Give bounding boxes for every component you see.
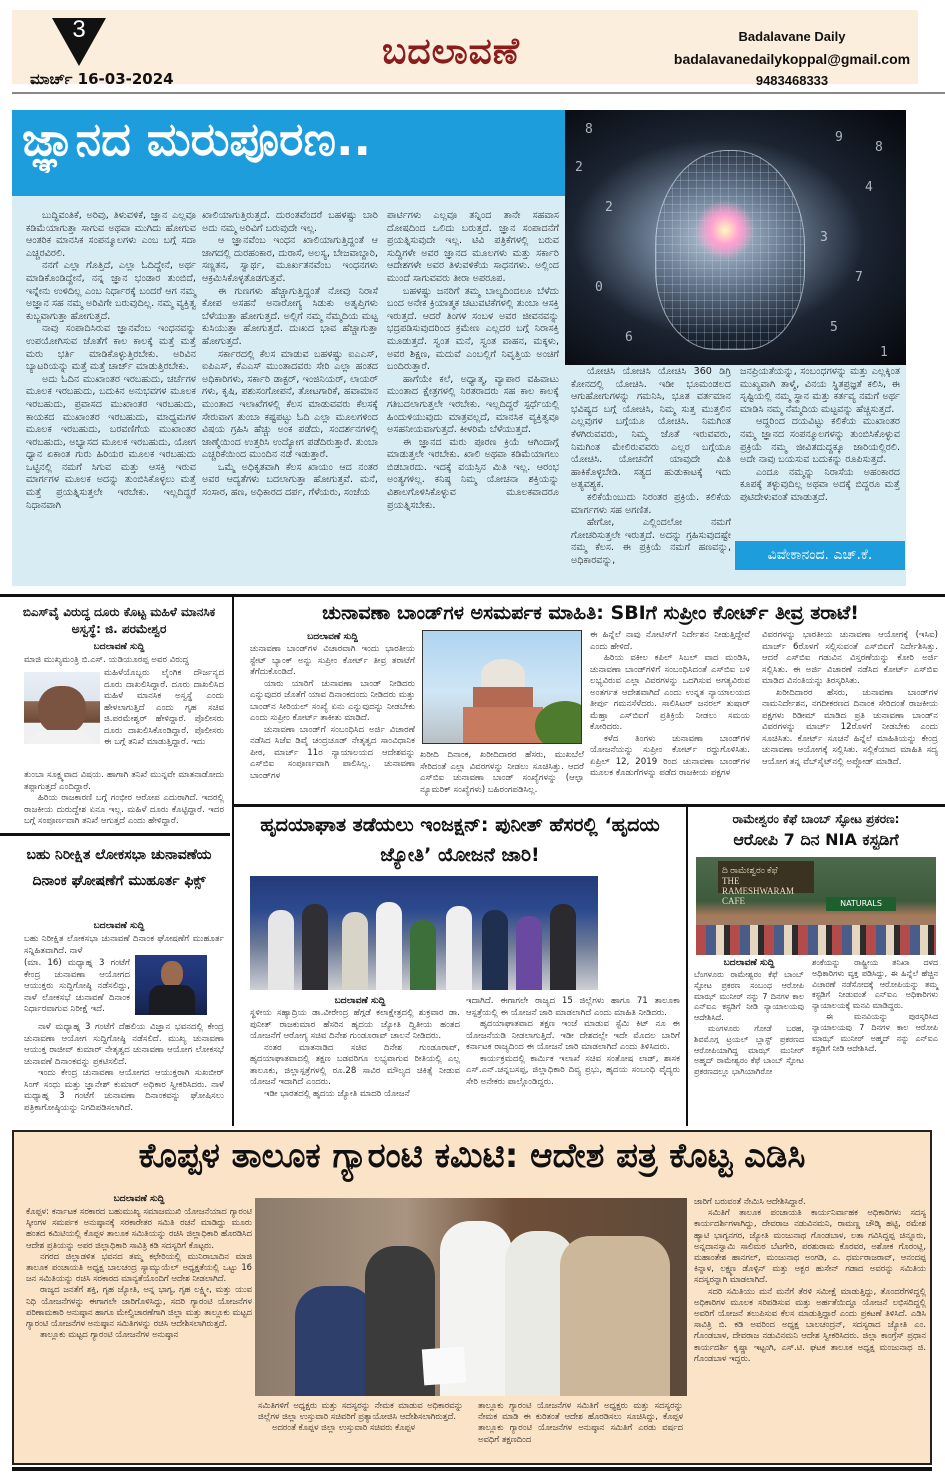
paragraph: ಕಳೆದ ತಿಂಗಳು ಚುನಾವಣಾ ಬಾಂಡ್‌ಗಳ ಯೋಜನೆಯನ್ನು ಸುಪ್ರೀಂ ಕೋರ್ಟ್ ರದ್ದುಗೊಳಿಸಿತು. ಏಪ್ರಿಲ್ 12, 2019 ರಿಂದ ಚುನಾವಣಾ ಬಾಂಡ್‌ಗಳ ಮೂಲಕ ಕೊಡುಗೆಗಳನ್ನು ಪಡೆದ ರಾಜಕೀಯ ಪಕ್ಷಗಳ: [590, 733, 750, 778]
person-figure: [446, 906, 472, 990]
image-digit: 8: [585, 122, 593, 137]
portrait-face: [161, 961, 183, 987]
crowd-graphic: [696, 925, 936, 955]
cafe-signboard: [718, 861, 814, 906]
person-figure: [268, 910, 294, 990]
newspaper-logo: ಬದಲಾವಣೆ: [382, 30, 520, 72]
parameshwara-lead-line: ಮಾಜಿ ಮುಖ್ಯಮಂತ್ರಿ ಬಿ.ಎಸ್. ಯಡಿಯೂರಪ್ಪ ಅವರ ವಿರುದ್ಧ: [24, 655, 189, 665]
court-drum: [473, 687, 533, 707]
election-side-text: (ಮಾ. 16) ಮಧ್ಯಾಹ್ನ 3 ಗಂಟೆಗೆ ಕೇಂದ್ರ ಚುನಾವಣಾ ಆಯೋಗದ ಆಯುಕ್ತರು ಸುದ್ದಿಗೋಷ್ಠಿ ನಡೆಸಲಿದ್ದು, ನಾಳೆ ಲೋಕಸಭೆ ಚುನಾವಣೆ ದಿನಾಂಕ ನಿರ್ಧಾರವಾಗುವ ನಿರೀಕ್ಷೆ ಇದೆ.: [24, 958, 130, 1014]
paragraph: ಶಂಕೆಯನ್ನು ರಾಷ್ಟ್ರೀಯ ತನಿಖಾ ದಳದ ಅಧಿಕಾರಿಗಳು ವ್ಯಕ್ತ ಪಡಿಸಿದ್ದು, ಈ ಹಿನ್ನೆಲೆ ಹೆಚ್ಚಿನ ವಿಚಾರಣೆ ನಡೆಸೋದಕ್ಕೆ ಆರೋಪಿಯನ್ನು ತಮ್ಮ ಕಸ್ಟಡಿಗೆ ನೀಡುವಂತೆ ಎನ್‌ಐಎ ಅಧಿಕಾರಿಗಳು ನ್ಯಾಯಾಲಯಕ್ಕೆ ಮನವಿ ಮಾಡಿದ್ದರು.: [812, 958, 938, 1011]
paragraph: ಜನಪ್ರಿಯತೆಯನ್ನು, ಸಂಬಂಧಗಳನ್ನು ಮತ್ತು ಎಲ್ಲಕ್ಕಿಂತ ಮುಖ್ಯವಾಗಿ ತಾಳ್ಮೆ, ವಿನಯ ಸ್ಥಿತಪ್ರಜ್ಞತೆ ಕಲಿಸಿ, ಈ ಸೃಷ್ಟಿಯಲ್ಲಿ ನಮ್ಮ ಸ್ಥಾನ ಮತ್ತು ಕರ್ತವ್ಯ ನಮಗೆ ಅರ್ಥ ಮಾಡಿಸಿ ನಮ್ಮ ನೆಮ್ಮದಿಯ ಮಟ್ಟವನ್ನು ಹೆಚ್ಚಿಸುತ್ತದೆ.: [740, 366, 900, 415]
portrait-face: [38, 686, 86, 734]
paragraph: ಹೇಗೋ, ಎಲ್ಲಿಂದಲೋ ನಮಗೆ ಗೋಚರಿಸುತ್ತಲೇ ಇರುತ್ತದೆ. ಅದನ್ನು ಗ್ರಹಿಸುವುದಷ್ಟೇ ನಮ್ಮ ಕೆಲಸ. ಈ ಪ್ರಕ್ರಿಯೆ ನಮಗೆ ಹಣವನ್ನು, ಅಧಿಕಾರವನ್ನು,: [571, 517, 731, 566]
heart-column-2: [466, 996, 680, 1088]
person-figure: [560, 1236, 670, 1396]
bonds-column-3: [590, 630, 750, 780]
paragraph: ಹಿರಿಯ ವಕೀಲ ಕಪಿಲ್ ಸಿಬಲ್ ವಾದ ಮಂಡಿಸಿ, ಚುನಾವಣಾ ಬಾಂಡ್‌ಗಳಿಗೆ ಸಂಬಂಧಿಸಿದಂತೆ ಎಸ್‌ಬಿಐ ಬಳಿ ಲಭ್ಯವಿರುವ ಎಲ್ಲಾ ವಿವರಗಳನ್ನು ಒದಗಿಸುವ ಅಗತ್ಯವಿರುವ ಅಂತರ್ಗತ ಆದೇಶವಾಗಿದೆ ಎಂದು ಉನ್ನತ ನ್ಯಾಯಾಲಯದ ತೀರ್ಪು ಗಮನಸೆಳೆದರು. ಸಾಲಿಸಿಟರ್ ಜನರಲ್ ತುಷಾರ್ ಮೆಹ್ತಾ ಎಸ್‌ಬಿಐಗೆ ಪ್ರತಿಕ್ರಿಯೆ ನೀಡಲು ಸಮಯ ಕೋರಿದರು.: [590, 653, 750, 732]
bonds-column-4: [762, 630, 938, 768]
paragraph: ಆದ್ದರಿಂದ ದಯವಿಟ್ಟು ಕಲಿಕೆಯ ಮುಖಾಂತರ ನಮ್ಮ ಜ್ಞಾನದ ಸಂಪನ್ಮೂಲಗಳನ್ನು ತುಂಬಿಸಿಕೊಳ್ಳುವ ಪ್ರಕ್ರಿಯೆ ನಮ್ಮ ಜೀವಿತದುದ್ದಕ್ಕೂ ಜಾರಿಯಲ್ಲಿರಲಿ. ಅದೇ ನಾವು ಬಯಸುವ ಬದುಕನ್ನು ರೂಪಿಸುತ್ತದೆ.: [740, 416, 900, 466]
cafe-headline-line2: ಆರೋಪಿ 7 ದಿನ NIA ಕಸ್ಟಡಿಗೆ: [733, 830, 899, 849]
court-photo-caption: ಖರೀದಿ ದಿನಾಂಕ, ಖರೀದಿದಾರರ ಹೆಸರು, ಮುಖಬೆಲೆ ಸೇರಿದಂತೆ ಎಲ್ಲಾ ವಿವರಗಳನ್ನು ನೀಡಲು ಸೂಚಿಸಿತ್ತು. ಆದರೆ ಎಸ್‌ಬಿಐ ಚುನಾವಣಾ ಬಾಂಡ್ ಸಂಖ್ಯೆಗಳನ್ನು (ಆಲ್ಫಾ ನ್ಯೂಮರಿಕ್ ಸಂಖ್ಯೆಗಳು) ಬಹಿರಂಗಪಡಿಸಿಲ್ಲ.: [420, 750, 584, 795]
paragraph: ನಾವು ಸಂಪಾದಿಸಿರುವ ಜ್ಞಾನವೆಂಬ ಇಂಧನವನ್ನು ಉಪಯೋಗಿಸುವ ಜೊತೆಗೆ ಕಾಲ ಕಾಲಕ್ಕೆ ಮತ್ತೆ ಮತ್ತೆ ಮರು ಭರ್ತಿ ಮಾಡಿಕೊಳ್ಳುತ್ತಿರಬೇಕು. ಅರಿವಿನ ಬ್ಯಾಟರಿಯನ್ನು ಮತ್ತೆ ಮತ್ತೆ ಚಾರ್ಜ್ ಮಾಡುತ್ತಿರಬೇಕು.: [26, 323, 196, 373]
person-figure: [550, 904, 576, 990]
koppal-headline: ಕೊಪ್ಪಳ ತಾಲೂಕ ಗ್ಯಾರಂಟಿ ಕಮಿಟಿ: ಆದೇಶ ಪತ್ರ ಕೊಟ್ಟ ಎಡಿಸಿ: [138, 1136, 806, 1176]
person-figure: [516, 916, 542, 990]
paragraph: ತಾಲ್ಲೂಕು ಮಟ್ಟದ ಗ್ಯಾರಂಟಿ ಯೋಜನೆಗಳ ಅನುಷ್ಠಾನ: [40, 1329, 179, 1340]
lead-story-column-3: [387, 210, 559, 512]
koppal-caption-1: [258, 1400, 463, 1434]
cafe-sign-english: THE RAMESHWARAM CAFE: [722, 876, 795, 906]
paragraph: ಹಾಗೆಯೇ ಕಲೆ, ಅಧ್ಯಾತ್ಮ, ವ್ಯಾಪಾರ ವಹಿವಾಟು ಮುಂತಾದ ಕ್ಷೇತ್ರಗಳಲ್ಲಿ ನಿರತರಾದರು ಸಹ ಕಾಲ ಕಾಲಕ್ಕೆ ಗತಿಬದಲಾಗುತ್ತಲೇ ಇರಬೇಕು. ಇಲ್ಲದಿದ್ದರೆ ಸ್ಪರ್ಧೆಯಲ್ಲಿ ಹಿಂದುಳಿಯುವುದು ಮಾತ್ರವಲ್ಲದೆ, ಮಾನಸಿಕ ವ್ಯಕ್ತಿತ್ವವೂ ಅಸಹನೀಯವಾಗುತ್ತದೆ. ಕೀಳರಿಮೆ ಬೆಳೆಯುತ್ತದೆ.: [387, 373, 559, 436]
paragraph: ಸದರಿ ಸಮಿತಿಯು ಮನೆ ಮನೆಗೆ ತೆರಳಿ ಸಮೀಕ್ಷೆ ಮಾಡುತ್ತಿದ್ದು, ತೊಂದರೆಗಳಿದ್ದಲ್ಲಿ ಅಧಿಕಾರಿಗಳ ಮೂಲಕ ಸರಿಪಡಿಸುವ ಮತ್ತು ಅರ್ಹತೆಯಿದ್ದೂ ಯೋಜನೆ ಲಭಿಸದಿದ್ದಲ್ಲಿ ಅವರಿಗೆ ಯೋಜನೆ ತಲುಪಿಸುವ ಕೆಲಸ ಮಾಡುತ್ತಿದ್ದಾರೆ ಎಂದು ಪ್ರಕಟಣೆ ತಿಳಿಸಿದೆ. ಎಡಿಸಿ ಸಾವಿತ್ರಿ ಬಿ. ಕಡಿ ಅವರಿಂದ ಅಧ್ಯಕ್ಷ ಬಾಲಚಂದ್ರನ್, ಸದಸ್ಯರಾದ ಜ್ಯೋತಿ ಎಂ. ಗೊಂಡಬಾಳ, ದೇವರಾಜ ನಡುವಿನಮನಿ ಆದೇಶ ಸ್ವೀಕರಿಸಿದರು. ಜಿಲ್ಲಾ ಕಾಂಗ್ರೆಸ್ ಪ್ರಧಾನ ಕಾರ್ಯದರ್ಶಿ ಕೃಷ್ಣಾ ಇಟ್ಟಂಗಿ, ಎಸ್.ಟಿ. ಘಟಕ ತಾಲೂಕ ಅಧ್ಯಕ್ಷ ಮಂಜುನಾಥ ಜಿ. ಗೊಂಡಬಾಳ ಇದ್ದರು.: [694, 1285, 926, 1363]
paragraph: ರಾಜ್ಯದ ಜನತೆಗೆ ಶಕ್ತಿ, ಗೃಹ ಜ್ಯೋತಿ, ಅನ್ನ ಭಾಗ್ಯ, ಗೃಹ ಲಕ್ಷ್ಮೀ, ಮತ್ತು ಯುವ ನಿಧಿ ಯೋಜನೆಗಳನ್ನು ಈಗಾಗಲೇ ಜಾರಿಗೊಳಿಸಿದ್ದು, ಸದರಿ ಗ್ಯಾರಂಟಿ ಯೋಜನೆಗಳ ಪರಿಣಾಮಕಾರಿ ಅನುಷ್ಠಾನ ಹಾಗೂ ಮೇಲ್ವಿಚಾರಣೆಗಾಗಿ ಜಿಲ್ಲಾ ಮತ್ತು ತಾಲ್ಲೂಕು ಮಟ್ಟದ ಗ್ಯಾರಂಟಿ ಯೋಜನೆಗಳ ಅನುಷ್ಠಾನ ಸಮಿತಿಗಳನ್ನು ರಚಿಸಿ ಆದೇಶಿಸಲಾಗಿರುತ್ತದೆ.: [26, 1284, 252, 1329]
parameshwara-photo: [24, 672, 100, 744]
paragraph: ಇಡೀ ಭಾರತದಲ್ಲಿ ಹೃದಯ ಜ್ಯೋತಿ ಮಾದರಿ ಯೋಜನೆ: [264, 1088, 410, 1099]
person-figure: [376, 902, 402, 990]
paragraph: ಅದು ಓದಿನ ಮುಖಾಂತರ ಇರಬಹುದು, ಚರ್ಚೆಗಳ ಮೂಲಕ ಇರಬಹುದು, ಬದುಕಿನ ಅನುಭವಗಳ ಮೂಲಕ ಇರಬಹುದು, ಪ್ರವಾಸದ ಮುಖಾಂತರ ಇರಬಹುದು, ಕಾಯಕದ ಮುಖಾಂತರ ಇರಬಹುದು, ಮಾಧ್ಯಮಗಳ ಮೂಲಕ ಇರಬಹುದು, ಬರವಣಿಗೆಯ ಮುಖಾಂತರ ಇರಬಹುದು, ಅಭ್ಯಾಸದ ಮೂಲಕ ಇರಬಹುದು, ಯೋಗ ಧ್ಯಾನ ಏಕಾಂತ ಗುರು ಹಿರಿಯರ ಮೂಲಕ ಇರಬಹುದು ಒಟ್ಟಿನಲ್ಲಿ ನಮಗೆ ಸಿಗುವ ಮತ್ತು ಆಸಕ್ತಿ ಇರುವ ಮಾರ್ಗಗಳ ಮೂಲಕ ಅದನ್ನು ತುಂಬಿಸಿಕೊಳ್ಳಲು ಮತ್ತೆ ಮತ್ತೆ ಪ್ರಯತ್ನಿಸುತ್ತಲೇ ಇರಬೇಕು. ಇಲ್ಲದಿದ್ದರೆ ನಿಧಾನವಾಗಿ: [26, 373, 196, 511]
column-divider: [232, 596, 234, 1126]
paragraph: ಆ ಜ್ಞಾನವೆಂಬ ಇಂಧನ ಖಾಲಿಯಾಗುತ್ತಿದ್ದಂತೆ ಆ ಜಾಗದಲ್ಲಿ ದುರಹಂಕಾರ, ದುರಾಸೆ, ಅಲಸ್ಯ, ಬೇಜವಾಬ್ದಾರಿ, ಸಣ್ಣತನ, ಸ್ವಾರ್ಥ, ಮೂರ್ಖತನವೆಂಬ ಇಂಧನಗಳು ಆಕ್ರಮಿಸಿಕೊಳ್ಳತೊಡಗುತ್ತವೆ.: [202, 235, 378, 284]
rameshwaram-cafe-photo: [696, 857, 936, 955]
election-lead-line: ಬಹು ನಿರೀಕ್ಷಿತ ಲೋಕಸಭಾ ಚುನಾವಣೆ ದಿನಾಂಕ ಘೋಷಣೆಗೆ ಮುಹೂರ್ತ ಸನ್ನಿಹಿತವಾಗಿದೆ. ನಾಳೆ: [24, 934, 224, 956]
paragraph: ವಿವರಗಳನ್ನು ಭಾರತೀಯ ಚುನಾವಣಾ ಆಯೋಗಕ್ಕೆ (ಇಸಿಐ) ಮಾರ್ಚ್ 6ರೊಳಗೆ ಸಲ್ಲಿಸುವಂತೆ ಎಸ್‌ಬಿಐಗೆ ನಿರ್ದೇಶಿಸಿತ್ತು. ಆದರೆ ಎಸ್‌ಬಿಐ ಗಡುವಿನ ವಿಸ್ತರಣೆಯನ್ನು ಕೋರಿ ಅರ್ಜಿ ಸಲ್ಲಿಸಿತು. ಈ ಅರ್ಜಿ ವಿಚಾರಣೆ ನಡೆಸಿದ ಕೋರ್ಟ್ ಎಸ್‌ಬಿಐ ಮಾಡಿದ ವಿನಂತಿಯನ್ನು ತಿರಸ್ಕರಿಸಿತು.: [762, 630, 938, 686]
lead-story-column-4: [571, 366, 731, 568]
paragraph: ಇಂದು ಕೇಂದ್ರ ಚುನಾವಣಾ ಆಯೋಗದ ಆಯುಕ್ತರಾಗಿ ಸುಖಬೀರ್ ಸಿಂಗ್ ಸಂಧು ಮತ್ತು ಜ್ಞಾನೇಶ್ ಕುಮಾರ್ ಅಧಿಕಾರ ಸ್ವೀಕರಿಸಿದರು. ನಾಳೆ ಮಧ್ಯಾಹ್ನ 3 ಗಂಟೆಗೆ ಚುನಾವಣಾ ದಿನಾಂಕವನ್ನು ಘೋಷಿಸಲು ಪತ್ರಿಕಾಗೋಷ್ಠಿಯನ್ನು ನಿಗದಿಪಡಿಸಲಾಗಿದೆ.: [24, 1068, 224, 1113]
paragraph: ಬೆಂಗಳೂರು ರಾಮೇಶ್ವರಂ ಕೆಫೆ ಬಾಂಬ್ ಸ್ಫೋಟ ಪ್ರಕರಣ ಸಂಬಂಧ ಆರೋಪಿ ಮಾಝ್ ಮುನೀರ್ ನನ್ನು 7 ದಿನಗಳ ಕಾಲ ಎನ್‌ಐಎ ಕಸ್ಟಡಿಗೆ ನೀಡಿ ನ್ಯಾಯಾಲಯವು ಆದೇಶಿಸಿದೆ.: [694, 970, 804, 1023]
paragraph: ಕೊಪ್ಪಳ: ಕರ್ನಾಟಕ ಸರಕಾರದ ಬಹುಮುಖ್ಯ ಸಮಾಜಮುಖಿ ಯೋಜನೆಯಾದ ಗ್ಯಾರಂಟಿ ಸ್ಕೀಂಗಳ ಸಮರ್ಪಕ ಅನುಷ್ಠಾನಕ್ಕೆ ಸರಕಾರೇತರ ಸಮಿತಿ ರಚನೆ ಮಾಡಿದ್ದು ಮೂರು ಹಂತದ ಕಮಿಟಿಯಲ್ಲಿ ಕೊಪ್ಪಳ ತಾಲೂಕ ಸಮಿತಿಯನ್ನು ರಚಿಸಿ ಜಿಲ್ಲಾಧಿಕಾರಿ ಹೊರಡಿಸಿದ ಆದೇಶ ಪ್ರತಿಯನ್ನು ಅಪರ ಜಿಲ್ಲಾಧಿಕಾರಿ ಸಾವಿತ್ರಿ ಕಡಿ ಸದಸ್ಯರಿಗೆ ಕೊಟ್ಟರು.: [26, 1206, 252, 1250]
contact-email[interactable]: badalavanedailykoppal@gmail.com: [673, 51, 911, 67]
paragraph: ಈ ಹಿನ್ನೆಲೆ ನಾವು ನೋಟಿಸ್‌ಗೆ ನಿರ್ದೇಶನ ನೀಡುತ್ತಿದ್ದೇವೆ ಎಂದು ಹೇಳಿದೆ.: [590, 630, 750, 652]
paragraph: ನಾಳೆ ಮಧ್ಯಾಹ್ನ 3 ಗಂಟೆಗೆ ದೆಹಲಿಯ ವಿಜ್ಞಾನ ಭವನದಲ್ಲಿ ಕೇಂದ್ರ ಚುನಾವಣಾ ಆಯೋಗ ಸುದ್ದಿಗೋಷ್ಠಿ ನಡೆಸಲಿದೆ. ಮುಖ್ಯ ಚುನಾವಣಾ ಆಯುಕ್ತ ರಾಜೀವ್ ಕುಮಾರ್ ನೇತೃತ್ವದ ಚುನಾವಣಾ ಆಯೋಗ ಲೋಕಸಭೆ ಚುನಾವಣೆ ದಿನಾಂಕವನ್ನು ಪ್ರಕಟಿಸಲಿದೆ.: [24, 1022, 224, 1067]
koppal-column-1: [26, 1206, 252, 1340]
court-building: [463, 707, 543, 744]
brain-network-image: [565, 110, 906, 365]
paragraph: ನಂತರ ಮಾತನಾಡಿದ ಸಚಿವ ದಿನೇಶ ಗುಂಡೂರಾವ್, ಹೃದಯಾಘಾತವಾದಲ್ಲಿ ತಕ್ಷಣ ಬಡವರಿಗೂ ಲಭ್ಯವಾಗುವ ರೀತಿಯಲ್ಲಿ ಎಲ್ಲ ತಾಲೂಕು, ಜಿಲ್ಲಾಸ್ಪತ್ರೆಗಳಲ್ಲಿ ರೂ.28 ಸಾವಿರ ಮೌಲ್ಯದ ಚಿಕಿತ್ಸೆ ನೀಡುವ ಯೋಜನೆ ಇದಾಗಿದೆ ಎಂದರು.: [250, 1042, 460, 1087]
news-credit: ಬದಲಾವಣೆ ಸುದ್ದಿ: [723, 958, 775, 968]
paragraph: ಈ ಜ್ಞಾನದ ಮರು ಪೂರಣ ಕ್ರಿಯೆ ಆಗಿಂದಾಗ್ಗೆ ಮಾಡುತ್ತಲೇ ಇರಬೇಕು. ಖಾಲಿ ಅಥವಾ ಕಡಿಮೆಯಾಗಲು ಬಿಡಬಾರದು. ಇದಕ್ಕೆ ವಯಸ್ಸಿನ ಮಿತಿ ಇಲ್ಲ. ಆರಂಭ ಅಂತ್ಯಗಳಿಲ್ಲ. ಕನಿಷ್ಠ ನಿಮ್ಮ ಯೋಚನಾ ಶಕ್ತಿಯನ್ನು ವಿಶಾಲಗೊಳಿಸಿಕೊಳ್ಳುವ ಮೂಲಕವಾದರೂ ಪ್ರಯತ್ನಿಸಬೇಕು.: [387, 436, 559, 511]
person-figure: [342, 912, 368, 990]
paragraph: ಬಹಳಷ್ಟು ಜನರಿಗೆ ತಮ್ಮ ಬಾಲ್ಯದಿಂದಲೂ ಬೆಳೆದು ಬಂದ ಅನೇಕ ಕ್ರಿಯಾತ್ಮಕ ಚಟುವಟಿಕೆಗಳಲ್ಲಿ ತುಂಬಾ ಆಸಕ್ತಿ ಇರುತ್ತದೆ. ಆದರೆ ತಿಂಗಳ ಸಂಬಳ ಅವರ ಜೀವನವನ್ನು ಭದ್ರಪಡಿಸುವುದರಿಂದ ಕ್ರಮೇಣ ಎಲ್ಲದರ ಬಗ್ಗೆ ನಿರಾಸಕ್ತಿ ಮೂಡುತ್ತದೆ. ಸ್ವಂತ ಮನೆ, ಸ್ವಂತ ವಾಹನ, ಮಕ್ಕಳು, ಅವರ ಶಿಕ್ಷಣ, ಮದುವೆ ಎಂಬಲ್ಲಿಗೆ ನಿವೃತ್ತಿಯ ಅಂಚಿಗೆ ಬಂದಿರುತ್ತಾರೆ.: [387, 285, 559, 373]
news-credit: ಬದಲಾವಣೆ ಸುದ್ದಿ: [113, 1194, 165, 1204]
section-divider: [0, 594, 945, 597]
naturals-signboard: NATURALS: [826, 897, 896, 911]
news-credit: ಬದಲಾವಣೆ ಸುದ್ದಿ: [93, 921, 145, 931]
lead-story-column-1: [26, 210, 196, 512]
paragraph: ಬುದ್ಧಿವಂತಿಕೆ, ಅರಿವು, ತಿಳುವಳಿಕೆ, ಜ್ಞಾನ ಎಲ್ಲವೂ ಕಡಿಮೆಯಾಗುತ್ತಾ ಸಾಗುವ ಅಥವಾ ಮುಗಿದು ಹೋಗುವ ಆಂತರಿಕ ಮಾನಸಿಕ ಸಂಪನ್ಮೂಲಗಳು ಎಂಬ ಬಗ್ಗೆ ಸದಾ ಎಚ್ಚರವಿರಲಿ.: [26, 210, 196, 259]
paragraph: ಪಾರ್ಟಿಗಳು ಎಲ್ಲವೂ ತನ್ನಿಂದ ತಾನೇ ಸಹವಾಸ ದೋಷದಿಂದ ಒಲಿದು ಬರುತ್ತದೆ. ಜ್ಞಾನ ಸಂಪಾದನೆಗೆ ಪ್ರಯತ್ನಿಸುವುದೇ ಇಲ್ಲ. ಟಿವಿ ಪತ್ರಿಕೆಗಳಲ್ಲಿ ಬರುವ ಸುದ್ದಿಗಳೇ ಅವರ ಜ್ಞಾನದ ಮೂಲಗಳು ಮತ್ತು ಸರ್ಕಾರಿ ಆದೇಶಗಳೇ ಅವರ ತಿಳುವಳಿಕೆಯ ಸಾಧನಗಳು. ಅಲ್ಲಿಂದ ಮುಂದೆ ಸಾಗುವವರು ತೀರಾ ಅಪರೂಪ.: [387, 210, 559, 284]
paragraph: ಚುನಾವಣಾ ಬಾಂಡ್‌ಗೆ ಸಂಬಂಧಿಸಿದ ಅರ್ಜಿ ವಿಚಾರಣೆ ನಡೆಸಿದ ಸಿಜೆಐ ಡಿವೈ ಚಂದ್ರಚೂಡ್ ನೇತೃತ್ವದ ಸಾಂವಿಧಾನಿಕ ಪೀಠ, ಮಾರ್ಚ್ 11ರ ನ್ಯಾಯಾಲಯದ ಆದೇಶವನ್ನು ಎಸ್‌ಬಿಐ ಸಂಪೂರ್ಣವಾಗಿ ಪಾಲಿಸಿಲ್ಲ. ಚುನಾವಣಾ ಬಾಂಡ್‌ಗಳ: [250, 724, 415, 781]
electoral-bonds-headline: ಚುನಾವಣಾ ಬಾಂಡ್‌ಗಳ ಅಸಮರ್ಪಕ ಮಾಹಿತಿ: SBIಗೆ ಸುಪ್ರೀಂ ಕೋರ್ಟ್ ತೀವ್ರ ತರಾಟೆ!: [322, 602, 859, 624]
paragraph: ಈ ಗುಣಗಳು ಹೆಚ್ಚಾಗುತ್ತಿದ್ದಂತೆ ನೋವು ನಿರಾಸೆ ಕೋಪ ಅಸಹನೆ ಅನಾರೋಗ್ಯ ಸಿಡುಕು ಅತೃಪ್ತಿಗಳು ಬೆಳೆಯುತ್ತಾ ಹೋಗುತ್ತದೆ. ಅಲ್ಲಿಗೆ ನಮ್ಮ ನೆಮ್ಮದಿಯ ಮಟ್ಟ ಕುಸಿಯುತ್ತಾ ಹೋಗುತ್ತದೆ. ದುಃಖದ ಭಾವ ಹೆಚ್ಚಾಗುತ್ತಾ ಹೋಗುತ್ತದೆ.: [202, 285, 378, 347]
court-dome: [481, 659, 525, 689]
parameshwara-body: [24, 770, 224, 828]
election-body: [24, 1022, 224, 1114]
bottom-rule: [12, 1467, 932, 1471]
news-credit: ಬದಲಾವಣೆ ಸುದ್ದಿ: [93, 642, 145, 652]
election-commissioner-photo: [135, 955, 207, 1015]
paragraph: ಸಮಿತಿಗಳಿಗೆ ಅಧ್ಯಕ್ಷರು ಮತ್ತು ಸದಸ್ಯರನ್ನು ನೇಮಕ ಮಾಡುವ ಅಧಿಕಾರವನ್ನು ಜಿಲ್ಲೆಗಳ ಜಿಲ್ಲಾ ಉಸ್ತುವಾರಿ ಸಚಿವರಿಗೆ ಪ್ರತ್ಯಾಯೋಜಿಸಿ ಆದೇಶಿಸಲಾಗಿರುತ್ತದೆ.: [258, 1400, 463, 1422]
image-digit: 2: [575, 160, 583, 175]
portrait-suit: [149, 985, 195, 1015]
paragraph: ಹೃದಯಾಘಾತವಾದ ತಕ್ಷಣ ಇಂಜೆ ಮಾಡುವ ಸ್ಟೆಮಿ ಕಿಟ್ ನೂ ಈ ಯೋಜನೆಯಡಿ ನೀಡಲಾಗುತ್ತಿದೆ. ಇಡೀ ದೇಶದಲ್ಲೇ ಇದೇ ಮೊದಲ ಬಾರಿಗೆ ಕರ್ನಾಟಕ ರಾಜ್ಯದಿಂದ ಈ ಯೋಜನೆ ಜಾರಿ ಮಾಡಲಾಗಿದೆ ಎಂದು ತಿಳಿಸಿದರು.: [466, 1019, 680, 1052]
paragraph: ನನಗೆ ಎಲ್ಲಾ ಗೊತ್ತಿದೆ, ಎಲ್ಲಾ ಓದಿದ್ದೇನೆ, ಅರ್ಥ ಮಾಡಿಕೊಂಡಿದ್ದೇನೆ, ನನ್ನ ಜ್ಞಾನ ಭಂಡಾರ ತುಂಬಿದೆ, ಇನ್ನೇನು ಉಳಿದಿಲ್ಲ ಎಂಬ ನಿರ್ಧಾರಕ್ಕೆ ಬಂದರೆ ಆಗ ನಮ್ಮ ಅಜ್ಞಾನ ಸಹ ನಮ್ಮ ಅರಿವಿಗೇ ಬರುವುದಿಲ್ಲ. ನಮ್ಮ ವ್ಯಕ್ತಿತ್ವ ಕುಬ್ಜವಾಗುತ್ತಾ ಹೋಗುತ್ತದೆ.: [26, 260, 196, 322]
koppal-caption-2: ತಾಲ್ಲೂಕು ಗ್ಯಾರಂಟಿ ಯೋಜನೆಗಳ ಸಮಿತಿಗೆ ಅಧ್ಯಕ್ಷರು ಮತ್ತು ಸದಸ್ಯರನ್ನು ನೇಮಕ ಮಾಡಿ ಈ ಕುರಿತಂತೆ ಆದೇಶ ಹೊರಡಿಸಲು ಸೂಚಿಸಿದ್ದು, ಕೊಪ್ಪಳ ತಾಲ್ಲೂಕು ಗ್ಯಾರಂಟಿ ಯೋಜನೆಗಳ ಅನುಷ್ಠಾನ ಸಮಿತಿಗೆ ಎರಡು ವರ್ಷದ ಅವಧಿಗೆ ತಕ್ಷಣದಿಂದ: [478, 1400, 683, 1444]
image-digit: 5: [830, 320, 838, 335]
lead-story-title: ಜ್ಞಾನದ ಮರುಪೂರಣ..: [22, 112, 371, 166]
paragraph: ಜಾರಿಗೆ ಬರುವಂತೆ ನೇಮಿಸಿ ಆದೇಶಿಸಿದ್ದಾರೆ.: [694, 1196, 806, 1206]
cafe-column-1: [694, 970, 804, 1078]
portrait-shirt: [28, 730, 96, 744]
paragraph: ಅದರಂತೆ ಕೊಪ್ಪಳ ಜಿಲ್ಲಾ ಉಸ್ತುವಾರಿ ಸಚಿವರು ಕೊಪ್ಪಳ: [272, 1422, 416, 1433]
paragraph: ಕಲಿಕೆಯೆಂಬುದು ನಿರಂತರ ಪ್ರಕ್ರಿಯೆ. ಕಲಿಕೆಯ ಮಾರ್ಗಗಳು ಸಹ ಅಗಣಿತ.: [571, 491, 731, 516]
paragraph: ಕಾರ್ಯಕ್ರಮದಲ್ಲಿ ಕಾರ್ಮಿಕ ಇಲಾಖೆ ಸಚಿವ ಸಂತೋಷ ಲಾಡ್, ಶಾಸಕ ಎಸ್.ಎನ್.ಚನ್ನಬಸಪ್ಪ, ಜಿಲ್ಲಾಧಿಕಾರಿ ದಿವ್ಯ ಪ್ರಭು, ಹೃದಯ ಸಂಬಂಧಿ ವೈದ್ಯರು ಸೇರಿ ಅನೇಕರು ಪಾಲ್ಗೊಂಡಿದ್ದರು.: [466, 1053, 680, 1087]
image-digit: 1: [880, 345, 888, 360]
masthead-divider: [12, 92, 945, 94]
contact-phone: 9483468333: [755, 73, 829, 88]
issue-date: ಮಾರ್ಚ್ 16-03-2024: [30, 70, 174, 88]
lead-story-column-2: [202, 210, 378, 500]
person-figure: [302, 904, 328, 990]
committee-order-photo: [255, 1198, 687, 1396]
paragraph: ಸರ್ಕಾರದಲ್ಲಿ ಕೆಲಸ ಮಾಡುವ ಬಹಳಷ್ಟು ಐಎಎಸ್, ಐಪಿಎಸ್, ಕೆಎಎಸ್ ಮುಂತಾದವರು ಸೇರಿ ಎಲ್ಲಾ ಹಂತದ ಅಧಿಕಾರಿಗಳು, ಸರ್ಕಾರಿ ಡಾಕ್ಟರ್, ಇಂಜಿನಿಯರ್, ಲಾಯರ್ ಗಳು, ಕೃಷಿ, ಪಶುಸಂಗೋಪನೆ, ತೋಟಗಾರಿಕೆ, ಹವಾಮಾನ ಮುಂತಾದ ಇಲಾಖೆಗಳಲ್ಲಿ ಕೆಲಸ ಮಾಡುವವರು ಕೆಲಸಕ್ಕೆ ಸೇರುವಾಗ ತುಂಬಾ ಕಷ್ಟಪಟ್ಟು ಓದಿ ಎಲ್ಲಾ ಮೂಲಗಳಿಂದ ವಿಷಯ ಗ್ರಹಿಸಿ ಹೆಚ್ಚು ಅಂಕ ಪಡೆದು, ಸಂದರ್ಶನಗಳಲ್ಲಿ ಜಾಣ್ಮೆಯಿಂದ ಉತ್ತರಿಸಿ ಉದ್ಯೋಗ ಪಡೆದಿರುತ್ತಾರೆ. ತುಂಬಾ ಎಚ್ಚರಿಕೆಯಿಂದ ಮುಂದಿನ ನಡೆ ಇಡುತ್ತಾರೆ.: [202, 348, 378, 461]
paragraph: ಯಾರು ಯಾರಿಗೆ ಚುನಾವಣಾ ಬಾಂಡ್ ನೀಡಿದರು ಎನ್ನುವುದರ ಜೊತೆಗೆ ಯಾವ ದಿನಾಂಕದಂದು ನೀಡಿದರು ಮತ್ತು ಬಾಂಡ್‌ನ ಸೀರಿಯಲ್ ಸಂಖ್ಯೆ ಏನು ಎನ್ನುವುದನ್ನು ನೀಡಬೇಕು ಎಂದು ಸುಪ್ರೀಂ ಕೋರ್ಟ್ ತಾಕೀತು ಮಾಡಿದೆ.: [250, 678, 415, 723]
image-digit: 4: [865, 180, 873, 195]
news-credit: ಬದಲಾವಣೆ ಸುದ್ದಿ: [334, 996, 386, 1006]
image-digit: 8: [875, 140, 883, 155]
supreme-court-photo: [422, 630, 582, 744]
person-figure: [295, 1286, 375, 1396]
section-divider: [0, 833, 230, 836]
column-divider: [686, 806, 688, 1126]
bonds-column-1: [250, 644, 415, 782]
brain-glow-graphic: [695, 200, 755, 260]
parameshwara-headline: ಬಿಎಸ್‌ವೈ ವಿರುದ್ಧ ದೂರು ಕೊಟ್ಟ ಮಹಿಳೆ ಮಾನಸಿಕ ಅಸ್ವಸ್ಥೆ: ಜಿ. ಪರಮೇಶ್ವರ: [22, 605, 216, 636]
news-credit: ಬದಲಾವಣೆ ಸುದ್ದಿ: [307, 632, 358, 642]
person-figure: [410, 920, 436, 990]
paragraph: ಖಾಲಿಯಾಗುತ್ತಿರುತ್ತದೆ. ದುರಂತವೆಂದರೆ ಬಹಳಷ್ಟು ಬಾರಿ ಅದು ನಮ್ಮ ಅರಿವಿಗೆ ಬರುವುದೇ ಇಲ್ಲ.: [202, 210, 378, 234]
image-digit: 7: [855, 270, 863, 285]
paragraph: ಮಂಗಳೂರು ಗೋಡೆ ಬರಹ, ಶಿವಮೊಗ್ಗ ಟ್ರಯಲ್ ಬ್ಲಾಸ್ಟ್ ಪ್ರಕರಣದ ಆರೋಪಿಯಾಗಿದ್ದ ಮಾಝ್ ಮುನೀರ್ ಅಹ್ಮದ್ ರಾಮೇಶ್ವರಂ ಕೆಫೆ ಬಾಂಬ್ ಸ್ಫೋಟ ಪ್ರಕರಣದಲ್ಲೂ ಭಾಗಿಯಾಗಿರೋ: [694, 1023, 804, 1077]
image-digit: 0: [595, 280, 603, 295]
paragraph: ಸ್ಥಳೀಯ ಸಹ್ಯಾದ್ರಿಯ ಡಾ.ವೀರೇಂದ್ರ ಹೆಗ್ಗಡೆ ಕಲಾಕ್ಷೇತ್ರದಲ್ಲಿ ಶುಕ್ರವಾರ ಡಾ. ಪುನೀತ್ ರಾಜಕುಮಾರ ಹೆಸರಿನ ಹೃದಯ ಜ್ಯೋತಿ ದ್ವಿತೀಯ ಹಂತದ ಯೋಜನೆಗೆ ಆರೋಗ್ಯ ಸಚಿವ ದಿನೇಶ ಗುಂಡೂರಾವ್ ಚಾಲನೆ ನೀಡಿದರು.: [250, 1008, 460, 1041]
masthead: [12, 10, 918, 88]
heart-scheme-headline: ಹೃದಯಾಘಾತ ತಡೆಯಲು ಇಂಜಕ್ಷನ್: ಪುನೀತ್ ಹೆಸರಲ್ಲಿ ‘ಹೃದಯ ಜ್ಯೋತಿ’ ಯೋಜನೆ ಜಾರಿ!: [260, 814, 660, 866]
election-date-headline: ಬಹು ನಿರೀಕ್ಷಿತ ಲೋಕಸಭಾ ಚುನಾವಣೆಯ ದಿನಾಂಕ ಘೋಷಣೆಗೆ ಮುಹೂರ್ತ ಫಿಕ್ಸ್: [26, 847, 212, 889]
section-divider: [234, 804, 945, 807]
image-digit: 6: [625, 330, 633, 345]
paragraph: ನಗರದ ಜಿಲ್ಲಾಡಳಿತ ಭವನದ ತಮ್ಮ ಕಛೇರಿಯಲ್ಲಿ ಮುನಿರಾಬಾದಿನ ಮಾಜಿ ತಾಲೂಕ ಪಂಚಾಯತಿ ಅಧ್ಯಕ್ಷ ಬಾಲಚಂದ್ರ ಸ್ಯಾಮ್ಯುಯೆಲ್ ಅಧ್ಯಕ್ಷತೆಯಲ್ಲಿ ಒಟ್ಟು 16 ಜನ ಸಮಿತಿಯನ್ನು ರಚಿಸಿ ಸರಕಾರದ ಮಾನ್ಯತೆಯೊಂದಿಗೆ ಆದೇಶ ನೀಡಲಾಗಿದೆ.: [26, 1250, 252, 1284]
parameshwara-side-text: ಮಹಿಳೆಯೊಬ್ಬರು ಲೈಂಗಿಕ ದೌರ್ಜನ್ಯದ ದೂರು ದಾಖಲಿಸಿದ್ದಾರೆ. ದೂರು ದಾಖಲಿಸಿದ ಮಹಿಳೆ ಮಾನಸಿಕ ಅಸ್ವಸ್ಥೆ ಎಂದು ಹೇಳಲಾಗುತ್ತಿದೆ ಎಂದು ಗೃಹ ಸಚಿವ ಜಿ.ಪರಮೇಶ್ವರ್ ಹೇಳಿದ್ದಾರೆ. ಪೊಲೀಸರು ದೂರು ದಾಖಲಿಸಿಕೊಂಡಿದ್ದಾರೆ. ಪೊಲೀಸರು ಈ ಬಗ್ಗೆ ತನಿಖೆ ಮಾಡುತ್ತಿದ್ದಾರೆ. ಇದು: [104, 668, 224, 747]
heart-column-1: [250, 1008, 460, 1100]
author-byline: ವಿವೇಕಾನಂದ. ಎಚ್.ಕೆ.: [735, 541, 905, 570]
koppal-column-3: [694, 1196, 926, 1364]
image-digit: 9: [835, 130, 843, 145]
paragraph: ಒಮ್ಮೆ ಅಧಿಕೃತವಾಗಿ ಕೆಲಸ ಖಾಯಂ ಆದ ನಂತರ ಅವರ ಆದ್ಯತೆಗಳು ಬದಲಾಗುತ್ತಾ ಹೋಗುತ್ತವೆ. ಮನೆ, ಸಂಸಾರ, ಹಣ, ಅಧಿಕಾರದ ದರ್ಪ, ಗೆಳೆಯರು, ಸಂಜೆಯ: [202, 461, 378, 499]
contact-block: [662, 26, 922, 92]
paragraph: ತುಂಬಾ ಸೂಕ್ಷ್ಮವಾದ ವಿಷಯ. ಹಾಗಾಗಿ ತನಿಖೆ ಮುನ್ನವೇ ಮಾತನಾಡೋದು ತಪ್ಪಾಗುತ್ತದೆ ಎಂದಿದ್ದಾರೆ.: [24, 770, 224, 792]
page-number: 3: [72, 16, 86, 43]
paragraph: ಎಂದೂ ನಮ್ಮನ್ನು ನಿರಾಸೆಯ ಅಹಂಕಾರದ ಕೂಪಕ್ಕೆ ತಳ್ಳುವುದಿಲ್ಲ ಅಥವಾ ಅದಕ್ಕೆ ಬಿದ್ದರೂ ಮತ್ತೆ ಪುಟಿದೇಳುವಂತೆ ಮಾಡುತ್ತದೆ.: [740, 466, 900, 503]
order-letter: [422, 1347, 466, 1386]
paragraph: ಇದಾಗಿದೆ. ಈಗಾಗಲೇ ರಾಜ್ಯದ 15 ಜಿಲ್ಲೆಗಳು ಹಾಗೂ 71 ತಾಲೂಕಾ ಆಸ್ಪತ್ರೆಯಲ್ಲಿ ಈ ಯೋಜನೆ ಜಾರಿ ಮಾಡಲಾಗಿದೆ ಎಂದು ಮಾಹಿತಿ ನೀಡಿದರು.: [466, 996, 680, 1018]
cafe-column-2: [812, 958, 938, 1055]
cafe-headline-line1: ರಾಮೇಶ್ವರಂ ಕೆಫೆ ಬಾಂಬ್ ಸ್ಫೋಟ ಪ್ರಕರಣ:: [732, 812, 900, 826]
image-digit: 2: [605, 200, 613, 215]
paragraph: ಚುನಾವಣಾ ಬಾಂಡ್‌ಗಳ ವಿಚಾರವಾಗಿ ಇಂದು ಭಾರತೀಯ ಸ್ಟೇಟ್ ಬ್ಯಾಂಕ್ ಅನ್ನು ಸುಪ್ರೀಂ ಕೋರ್ಟ್ ತೀವ್ರ ತರಾಟೆಗೆ ತೆಗೆದುಕೊಂಡಿದೆ.: [250, 644, 415, 677]
lead-story-column-5: [740, 366, 900, 505]
paragraph: ಖರೀದಿದಾರರ ಹೆಸರು, ಚುನಾವಣಾ ಬಾಂಡ್‌ಗಳ ನಾಮನಿರ್ದೇಶನ, ನಗದೀಕರಣದ ದಿನಾಂಕ ಸೇರಿದಂತೆ ರಾಜಕೀಯ ಪಕ್ಷಗಳು ರಿಡೀಮ್ ಮಾಡಿದ ಪ್ರತಿ ಚುನಾವಣಾ ಬಾಂಡ್‌ನ ವಿವರಗಳನ್ನು ಮಾರ್ಚ್ 12ರೊಳಗೆ ನೀಡಬೇಕು ಎಂದು ಸೂಚಿಸಿತು. ಕೋರ್ಟ್ ಸೂಚನೆ ಹಿನ್ನೆಲೆ ಮಾಹಿತಿಯನ್ನು ಕೇಂದ್ರ ಚುನಾವಣಾ ಆಯೋಗಕ್ಕೆ ಸಲ್ಲಿಸಿತು. ಸಲ್ಲಿಕೆಯಾದ ಮಾಹಿತಿ ಸದ್ಯ ಆಯೋಗ ತನ್ನ ವೆಬ್‌ಸೈಟ್‌ನಲ್ಲಿ ಅಪ್ಲೋಡ್ ಮಾಡಿದೆ.: [762, 687, 938, 767]
paper-name: Badalavane Daily: [738, 29, 846, 44]
paragraph: ಯೋಚಿಸಿ ಯೋಚಿಸಿ ಯೋಚಿಸಿ 360 ಡಿಗ್ರಿ ಕೋನದಲ್ಲಿ ಯೋಚಿಸಿ. ಇಡೀ ಭೂಮಂಡಲದ ಆಗುಹೋಗುಗಳನ್ನು ಗಮನಿಸಿ, ಭೂತ ವರ್ತಮಾನ ಭವಿಷ್ಯದ ಬಗ್ಗೆ ಯೋಚಿಸಿ, ನಿಮ್ಮ ಸುತ್ತ ಮುತ್ತಲಿನ ಎಲ್ಲವುಗಳ ಬಗ್ಗೆಯೂ ಯೋಚಿಸಿ. ನಿಮಗಿಂತ ಕೆಳಗಿರುವವರು, ನಿಮ್ಮ ಜೊತೆ ಇರುವವರು, ನಿಮಗಿಂತ ಮೇಲಿರುವವರು ಎಲ್ಲರ ಬಗ್ಗೆಯೂ ಯೋಚಿಸಿ. ಯೋಚನೆಗೆ ಯಾವುದೇ ಮಿತಿ ಹಾಕಿಕೊಳ್ಳಬೇಡಿ. ಸತ್ಯದ ಹುಡುಕಾಟಕ್ಕೆ ಇದು ಅತ್ಯವಶ್ಯಕ.: [571, 366, 731, 491]
paragraph: ಸಮಿತಿಗೆ ತಾಲೂಕ ಪಂಚಾಯತಿ ಕಾರ್ಯನಿರ್ವಾಹಕ ಅಧಿಕಾರಿಗಳು ಸದಸ್ಯ ಕಾರ್ಯದರ್ಶಿಗಳಾಗಿದ್ದು, ದೇವರಾಜ ನಡುವಿನಮನಿ, ರಾಮಣ್ಣ ಚೌಡ್ಕಿ ಹಟ್ಟಿ, ರಮೇಶ ಹ್ಯಾಟಿ ಭಾಗ್ಯನಗರ, ಜ್ಯೋತಿ ಮಂಜುನಾಥ ಗೊಂಡಬಾಳ, ಲತಾ ಗವಿಸಿದ್ದಪ್ಪ ಚಿನ್ನೂರು, ಅನ್ನದಾನಸ್ವಾಮಿ ಸಾಲಿಮಠ ಬೆಟಗೇರಿ, ಪರಶುರಾಮ ಕೊರವರ, ಅಶೋಕ ಗೊರಂಟ್ಲಿ, ಮಹಾಂತೇಶ ಹಾನಗಲ್, ಮಂಜುನಾಥ ಅಂಗಡಿ, ಎ. ಧರ್ಮರಾಜರಾವ್, ಆನಂದಪ್ಪ ಕಿನ್ನಾಳ, ಲಕ್ಷ್ಮಣ ಡೊಳ್ಳಿನ್ ಮತ್ತು ಅಕ್ಬರ ಹುಸೇನ್ ಗಡಾದ ಅವರನ್ನು ಸಮಿತಿಯ ಸದಸ್ಯರನ್ನಾಗಿ ಮಾಡಲಾಗಿದೆ.: [694, 1207, 926, 1285]
paragraph: ಹಿರಿಯ ರಾಜಕಾರಣಿ ಬಗ್ಗೆ ಗಂಭೀರ ಆರೋಪ ಎದುರಾಗಿದೆ. ಇದರಲ್ಲಿ ರಾಜಕೀಯ ದುರುದ್ದೇಶ ಏನೂ ಇಲ್ಲ. ಮಹಿಳೆ ದೂರು ಕೊಟ್ಟಿದ್ದಾರೆ. ಇದರ ಬಗ್ಗೆ ಸಂಪೂರ್ಣವಾಗಿ ತನಿಖೆ ಆಗುತ್ತದೆ ಎಂದು ಹೇಳಿದ್ದಾರೆ.: [24, 793, 224, 826]
person-figure: [482, 910, 508, 990]
paragraph: ಈ ಮನವಿಯನ್ನು ಪುರಸ್ಕರಿಸಿದ ನ್ಯಾಯಾಲಯವು 7 ದಿನಗಳ ಕಾಲ ಆರೋಪಿ ಮಾಝ್ ಮುನೀರ್ ಅಹ್ಮದ್ ನನ್ನು ಎನ್‌ಐಎ ಕಸ್ಟಡಿಗೆ ನೀಡಿ ಆದೇಶಿಸಿದೆ.: [812, 1011, 938, 1054]
scheme-launch-photo: [250, 876, 598, 990]
cafe-sign-kannada: ದಿ ರಾಮೇಶ್ವರಂ ಕೆಫೆ: [722, 865, 778, 875]
image-digit: 3: [820, 230, 828, 245]
